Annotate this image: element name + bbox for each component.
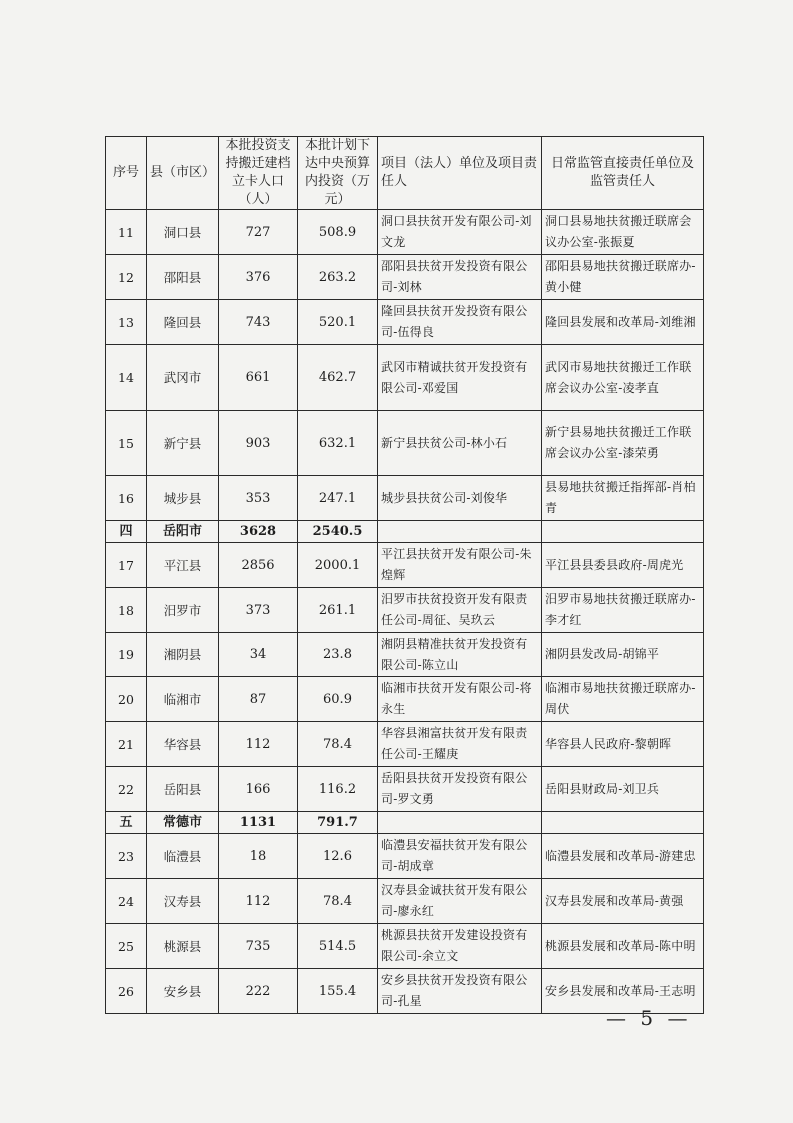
cell-investment: 514.5 bbox=[298, 924, 378, 969]
cell-supervisor: 华容县人民政府-黎朝晖 bbox=[542, 722, 704, 767]
cell-seq: 23 bbox=[106, 834, 147, 879]
cell-seq: 16 bbox=[106, 476, 147, 521]
cell-seq: 18 bbox=[106, 588, 147, 633]
table-row bbox=[106, 677, 704, 722]
cell-investment: 261.1 bbox=[298, 588, 378, 633]
cell-supervisor: 安乡县发展和改革局-王志明 bbox=[542, 969, 704, 1014]
cell-project-unit: 隆回县扶贫开发投资有限公司-伍得良 bbox=[378, 300, 542, 345]
cell-population: 735 bbox=[219, 924, 298, 969]
cell-county: 城步县 bbox=[147, 476, 219, 521]
cell-project-unit: 武冈市精诚扶贫开发投资有限公司-邓爱国 bbox=[378, 345, 542, 411]
cell-supervisor: 邵阳县易地扶贫搬迁联席办-黄小健 bbox=[542, 255, 704, 300]
cell-supervisor: 洞口县易地扶贫搬迁联席会议办公室-张振夏 bbox=[542, 210, 704, 255]
cell-project-unit: 临澧县安福扶贫开发有限公司-胡成章 bbox=[378, 834, 542, 879]
cell-investment: 508.9 bbox=[298, 210, 378, 255]
cell-population: 903 bbox=[219, 411, 298, 476]
cell-population: 18 bbox=[219, 834, 298, 879]
subtotal-row bbox=[106, 812, 704, 834]
header-seq: 序号 bbox=[106, 137, 147, 210]
cell-investment: 462.7 bbox=[298, 345, 378, 411]
cell-county: 常德市 bbox=[147, 812, 219, 834]
cell-seq: 26 bbox=[106, 969, 147, 1014]
cell-project-unit bbox=[378, 812, 542, 834]
cell-county: 临湘市 bbox=[147, 677, 219, 722]
header-county: 县（市区） bbox=[147, 137, 219, 210]
table-row bbox=[106, 834, 704, 879]
cell-seq: 19 bbox=[106, 633, 147, 677]
cell-project-unit: 洞口县扶贫开发有限公司-刘文龙 bbox=[378, 210, 542, 255]
header-project-unit: 项目（法人）单位及项目责任人 bbox=[378, 137, 542, 210]
cell-supervisor bbox=[542, 812, 704, 834]
cell-project-unit: 安乡县扶贫开发投资有限公司-孔星 bbox=[378, 969, 542, 1014]
cell-population: 3628 bbox=[219, 521, 298, 543]
cell-supervisor: 隆回县发展和改革局-刘维湘 bbox=[542, 300, 704, 345]
cell-supervisor: 桃源县发展和改革局-陈中明 bbox=[542, 924, 704, 969]
cell-county: 岳阳县 bbox=[147, 767, 219, 812]
cell-population: 166 bbox=[219, 767, 298, 812]
cell-county: 岳阳市 bbox=[147, 521, 219, 543]
cell-population: 353 bbox=[219, 476, 298, 521]
relocation-project-table bbox=[105, 136, 704, 1014]
cell-project-unit: 华容县湘富扶贫开发有限责任公司-王耀庚 bbox=[378, 722, 542, 767]
cell-population: 376 bbox=[219, 255, 298, 300]
page-number: — 5 — bbox=[606, 1006, 692, 1030]
cell-population: 373 bbox=[219, 588, 298, 633]
cell-investment: 247.1 bbox=[298, 476, 378, 521]
cell-project-unit: 湘阴县精准扶贫开发投资有限公司-陈立山 bbox=[378, 633, 542, 677]
cell-investment: 23.8 bbox=[298, 633, 378, 677]
header-population: 本批投资支持搬迁建档立卡人口（人） bbox=[219, 137, 298, 210]
cell-investment: 520.1 bbox=[298, 300, 378, 345]
cell-seq: 24 bbox=[106, 879, 147, 924]
table-row bbox=[106, 588, 704, 633]
cell-seq: 12 bbox=[106, 255, 147, 300]
cell-population: 34 bbox=[219, 633, 298, 677]
cell-project-unit: 邵阳县扶贫开发投资有限公司-刘林 bbox=[378, 255, 542, 300]
cell-investment: 791.7 bbox=[298, 812, 378, 834]
cell-project-unit: 城步县扶贫公司-刘俊华 bbox=[378, 476, 542, 521]
table-row bbox=[106, 722, 704, 767]
cell-supervisor: 新宁县易地扶贫搬迁工作联席会议办公室-漆荣勇 bbox=[542, 411, 704, 476]
cell-population: 2856 bbox=[219, 543, 298, 588]
table-row bbox=[106, 210, 704, 255]
cell-project-unit: 临湘市扶贫开发有限公司-将永生 bbox=[378, 677, 542, 722]
cell-supervisor: 汉寿县发展和改革局-黄强 bbox=[542, 879, 704, 924]
cell-county: 平江县 bbox=[147, 543, 219, 588]
table-row bbox=[106, 879, 704, 924]
cell-supervisor: 临湘市易地扶贫搬迁联席办-周伏 bbox=[542, 677, 704, 722]
cell-investment: 263.2 bbox=[298, 255, 378, 300]
cell-population: 222 bbox=[219, 969, 298, 1014]
cell-seq: 15 bbox=[106, 411, 147, 476]
table-row bbox=[106, 633, 704, 677]
cell-project-unit: 桃源县扶贫开发建设投资有限公司-余立文 bbox=[378, 924, 542, 969]
table-row bbox=[106, 924, 704, 969]
table-row bbox=[106, 411, 704, 476]
cell-investment: 2000.1 bbox=[298, 543, 378, 588]
cell-project-unit: 平江县扶贫开发有限公司-朱煌辉 bbox=[378, 543, 542, 588]
cell-investment: 155.4 bbox=[298, 969, 378, 1014]
cell-county: 华容县 bbox=[147, 722, 219, 767]
cell-county: 临澧县 bbox=[147, 834, 219, 879]
cell-supervisor bbox=[542, 521, 704, 543]
cell-seq: 11 bbox=[106, 210, 147, 255]
cell-seq: 五 bbox=[106, 812, 147, 834]
cell-county: 桃源县 bbox=[147, 924, 219, 969]
cell-supervisor: 湘阴县发改局-胡锦平 bbox=[542, 633, 704, 677]
table-row bbox=[106, 345, 704, 411]
cell-seq: 四 bbox=[106, 521, 147, 543]
cell-population: 87 bbox=[219, 677, 298, 722]
cell-county: 武冈市 bbox=[147, 345, 219, 411]
table-header-row bbox=[106, 137, 704, 210]
cell-supervisor: 平江县县委县政府-周虎光 bbox=[542, 543, 704, 588]
table-row bbox=[106, 300, 704, 345]
cell-county: 洞口县 bbox=[147, 210, 219, 255]
cell-investment: 78.4 bbox=[298, 879, 378, 924]
cell-investment: 12.6 bbox=[298, 834, 378, 879]
cell-investment: 60.9 bbox=[298, 677, 378, 722]
table-row bbox=[106, 255, 704, 300]
table-row bbox=[106, 476, 704, 521]
cell-project-unit: 新宁县扶贫公司-林小石 bbox=[378, 411, 542, 476]
cell-county: 汉寿县 bbox=[147, 879, 219, 924]
cell-supervisor: 汨罗市易地扶贫搬迁联席办-李才红 bbox=[542, 588, 704, 633]
subtotal-row bbox=[106, 521, 704, 543]
cell-county: 邵阳县 bbox=[147, 255, 219, 300]
cell-supervisor: 县易地扶贫搬迁指挥部-肖柏青 bbox=[542, 476, 704, 521]
cell-project-unit: 汉寿县金诚扶贫开发有限公司-廖永红 bbox=[378, 879, 542, 924]
cell-seq: 14 bbox=[106, 345, 147, 411]
header-supervisor: 日常监管直接责任单位及监管责任人 bbox=[542, 137, 704, 210]
cell-investment: 632.1 bbox=[298, 411, 378, 476]
cell-seq: 22 bbox=[106, 767, 147, 812]
cell-population: 727 bbox=[219, 210, 298, 255]
cell-project-unit bbox=[378, 521, 542, 543]
cell-project-unit: 汨罗市扶贫投资开发有限责任公司-周征、吴玖云 bbox=[378, 588, 542, 633]
cell-county: 隆回县 bbox=[147, 300, 219, 345]
cell-population: 743 bbox=[219, 300, 298, 345]
cell-county: 湘阴县 bbox=[147, 633, 219, 677]
table-row bbox=[106, 543, 704, 588]
cell-supervisor: 岳阳县财政局-刘卫兵 bbox=[542, 767, 704, 812]
cell-investment: 2540.5 bbox=[298, 521, 378, 543]
cell-supervisor: 临澧县发展和改革局-游建忠 bbox=[542, 834, 704, 879]
cell-seq: 25 bbox=[106, 924, 147, 969]
cell-population: 661 bbox=[219, 345, 298, 411]
cell-seq: 13 bbox=[106, 300, 147, 345]
cell-supervisor: 武冈市易地扶贫搬迁工作联席会议办公室-凌孝直 bbox=[542, 345, 704, 411]
cell-seq: 20 bbox=[106, 677, 147, 722]
table-row bbox=[106, 767, 704, 812]
cell-seq: 21 bbox=[106, 722, 147, 767]
cell-seq: 17 bbox=[106, 543, 147, 588]
cell-population: 1131 bbox=[219, 812, 298, 834]
header-investment: 本批计划下达中央预算内投资（万元） bbox=[298, 137, 378, 210]
cell-investment: 116.2 bbox=[298, 767, 378, 812]
cell-project-unit: 岳阳县扶贫开发投资有限公司-罗文勇 bbox=[378, 767, 542, 812]
cell-county: 安乡县 bbox=[147, 969, 219, 1014]
cell-county: 新宁县 bbox=[147, 411, 219, 476]
table-body bbox=[106, 210, 704, 1014]
cell-county: 汨罗市 bbox=[147, 588, 219, 633]
cell-investment: 78.4 bbox=[298, 722, 378, 767]
cell-population: 112 bbox=[219, 879, 298, 924]
cell-population: 112 bbox=[219, 722, 298, 767]
